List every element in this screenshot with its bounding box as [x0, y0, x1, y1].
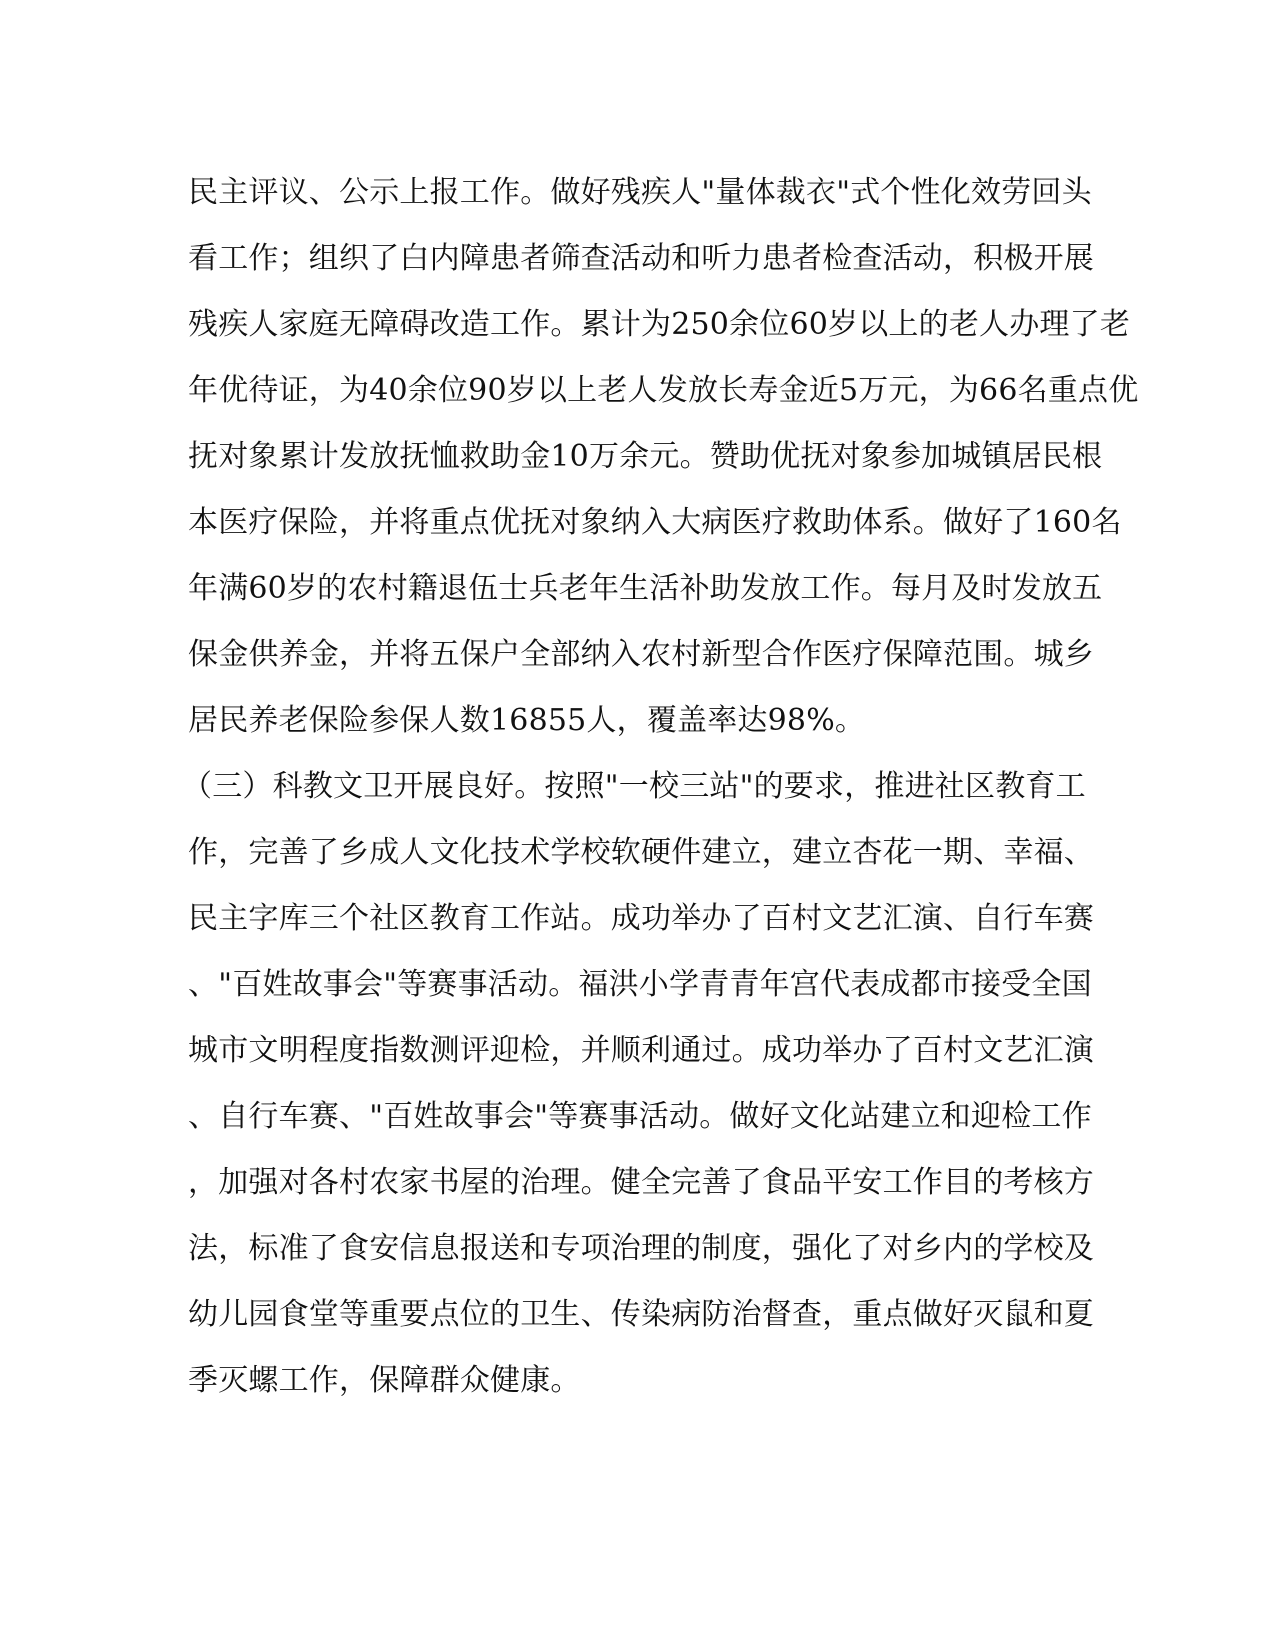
text-line: 看工作；组织了白内障患者筛查活动和听力患者检查活动，积极开展: [188, 241, 1094, 276]
text-line: 幼儿园食堂等重要点位的卫生、传染病防治督查，重点做好灭鼠和夏: [188, 1297, 1094, 1332]
text-line: 、"百姓故事会"等赛事活动。福洪小学青青年宫代表成都市接受全国: [188, 967, 1092, 1002]
body-text: [182, 160, 1139, 1414]
text-line: 城市文明程度指数测评迎检，并顺利通过。成功举办了百村文艺汇演: [188, 1033, 1094, 1068]
text-line: 残疾人家庭无障碍改造工作。累计为250余位60岁以上的老人办理了老: [188, 307, 1131, 342]
text-line: 保金供养金，并将五保户全部纳入农村新型合作医疗保障范围。城乡: [188, 637, 1094, 672]
text-line: 作，完善了乡成人文化技术学校软硬件建立，建立杏花一期、幸福、: [188, 835, 1094, 870]
text-line: 居民养老保险参保人数16855人，覆盖率达98%。: [188, 703, 866, 738]
text-line: 抚对象累计发放抚恤救助金10万余元。赞助优抚对象参加城镇居民根: [188, 439, 1103, 474]
text-line: 本医疗保险，并将重点优抚对象纳入大病医疗救助体系。做好了160名: [188, 505, 1122, 540]
text-line: 民主评议、公示上报工作。做好残疾人"量体裁衣"式个性化效劳回头: [188, 175, 1092, 210]
text-line: 年优待证，为40余位90岁以上老人发放长寿金近5万元，为66名重点优: [188, 373, 1139, 408]
text-line: 、自行车赛、"百姓故事会"等赛事活动。做好文化站建立和迎检工作: [188, 1099, 1092, 1134]
text-line: 年满60岁的农村籍退伍士兵老年生活补助发放工作。每月及时发放五: [188, 571, 1103, 606]
section-heading-line: （三）科教文卫开展良好。按照"一校三站"的要求，推进社区教育工: [182, 769, 1086, 804]
text-line: 法，标准了食安信息报送和专项治理的制度，强化了对乡内的学校及: [188, 1231, 1094, 1266]
text-line: ，加强对各村农家书屋的治理。健全完善了食品平安工作目的考核方: [188, 1165, 1094, 1200]
text-line: 季灭螺工作，保障群众健康。: [188, 1363, 581, 1398]
text-line: 民主字库三个社区教育工作站。成功举办了百村文艺汇演、自行车赛: [188, 901, 1094, 936]
